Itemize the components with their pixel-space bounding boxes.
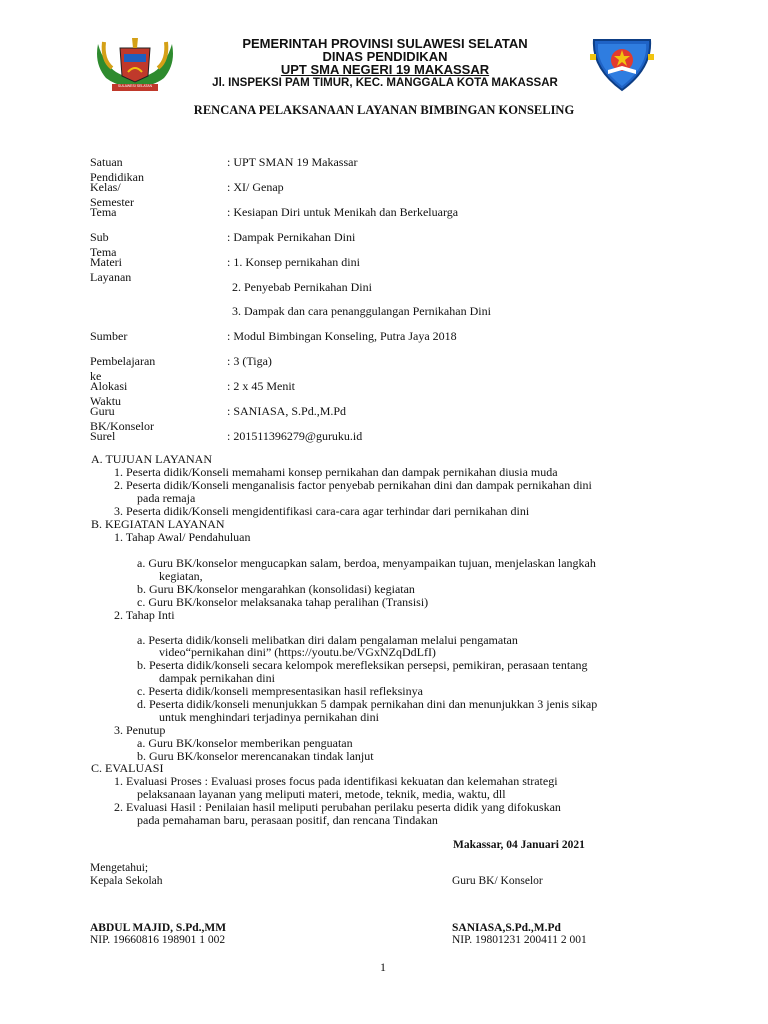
province-emblem-caption: SULAWESI SELATAN	[117, 84, 153, 88]
identity-label: Alokasi Waktu	[90, 379, 128, 408]
section-b-step-2-b: b. Peserta didik/konseli secara kelompok merefleksikan persepsi, pemikiran, perasaan tentang	[137, 658, 588, 672]
section-b-step-2: 2. Tahap Inti	[114, 608, 175, 622]
section-b-step-2-c: c. Peserta didik/konseli mempresentasikan hasil refleksinya	[137, 684, 423, 698]
section-c-heading: C. EVALUASI	[91, 761, 164, 775]
section-a-heading: A. TUJUAN LAYANAN	[91, 452, 213, 466]
header-address: Jl. INSPEKSI PAM TIMUR, KEC. MANGGALA KOTA MAKASSAR	[212, 77, 558, 89]
identity-label: Satuan Pendidikan	[90, 155, 144, 184]
section-c-item-2: 2. Evaluasi Hasil : Penilaian hasil meliputi perubahan perilaku peserta didik yang difokuskan	[114, 800, 561, 814]
section-c-item-1: 1. Evaluasi Proses : Evaluasi proses focus pada identifikasi kekuatan dan kelemahan strategi	[114, 774, 558, 788]
section-b-step-1: 1. Tahap Awal/ Pendahuluan	[114, 530, 251, 544]
section-b-step-2-b-cont: dampak pernikahan dini	[159, 671, 275, 685]
section-b-step-3: 3. Penutup	[114, 723, 166, 737]
header-line-1: PEMERINTAH PROVINSI SULAWESI SELATAN	[242, 36, 528, 51]
principal-nip: NIP. 19660816 198901 1 002	[90, 934, 226, 946]
header-line-2: DINAS PENDIDIKAN	[322, 49, 448, 64]
section-b-step-1-c: c. Guru BK/konselor melaksanaka tahap peralihan (Transisi)	[137, 595, 429, 609]
counselor-nip: NIP. 19801231 200411 2 001	[452, 934, 587, 946]
identity-value: : Dampak Pernikahan Dini	[227, 230, 356, 244]
identity-value: 2. Penyebab Pernikahan Dini	[232, 280, 372, 294]
known-label: Mengetahui;	[90, 862, 149, 874]
section-a-item-2: 2. Peserta didik/Konseli menganalisis factor penyebab pernikahan dini dan dampak pernikahan dini	[114, 478, 592, 492]
section-b-step-2-a: a. Peserta didik/konseli melibatkan diri dalam pengalaman melalui pengamatan	[137, 633, 518, 647]
section-b-step-1-a-cont: kegiatan,	[159, 569, 203, 583]
identity-label: Sumber	[90, 329, 128, 343]
identity-value: : Modul Bimbingan Konseling, Putra Jaya 2018	[227, 329, 457, 343]
counselor-role: Guru BK/ Konselor	[452, 875, 543, 887]
section-a-item-2-cont: pada remaja	[137, 491, 196, 505]
section-b-step-1-a: a. Guru BK/konselor mengucapkan salam, berdoa, menyampaikan tujuan, menjelaskan langkah	[137, 556, 596, 570]
place-date: Makassar, 04 Januari 2021	[453, 839, 585, 851]
section-b-heading: B. KEGIATAN LAYANAN	[91, 517, 225, 531]
header-line-3: UPT SMA NEGERI 19 MAKASSAR	[280, 62, 490, 77]
identity-label: Kelas/ Semester	[90, 180, 134, 209]
document-title: RENCANA PELAKSANAAN LAYANAN BIMBINGAN KONSELING	[193, 103, 575, 117]
principal-role: Kepala Sekolah	[90, 875, 163, 887]
section-b-step-2-d-cont: untuk menghindari terjadinya pernikahan dini	[159, 710, 379, 724]
section-a-item-1: 1. Peserta didik/Konseli memahami konsep pernikahan dan dampak pernikahan diusia muda	[114, 465, 558, 479]
identity-value: : Kesiapan Diri untuk Menikah dan Berkeluarga	[227, 205, 459, 219]
identity-value: : UPT SMAN 19 Makassar	[227, 155, 358, 169]
identity-value: : 2 x 45 Menit	[227, 379, 295, 393]
identity-label: Guru BK/Konselor	[90, 404, 154, 433]
identity-value: : XI/ Genap	[227, 180, 284, 194]
identity-value: : 3 (Tiga)	[227, 354, 272, 368]
section-c-item-2-cont: pada pemahaman baru, perasaan positif, dan rencana Tindakan	[137, 813, 438, 827]
section-c-item-1-cont: pelaksanaan layanan yang meliputi materi, metode, teknik, media, waktu, dll	[137, 787, 506, 801]
principal-name: ABDUL MAJID, S.Pd.,MM	[90, 922, 227, 934]
identity-value: : 1. Konsep pernikahan dini	[227, 255, 360, 269]
identity-label: Sub Tema	[90, 230, 117, 259]
section-b-step-2-d: d. Peserta didik/konseli menunjukkan 5 dampak pernikahan dini dan menunjukkan 3 jenis sikap	[137, 697, 598, 711]
identity-label: Surel	[90, 429, 116, 443]
identity-value: : 201511396279@guruku.id	[227, 429, 363, 443]
section-b-step-3-a: a. Guru BK/konselor memberikan penguatan	[137, 736, 353, 750]
section-b-step-3-b: b. Guru BK/konselor merencanakan tindak lanjut	[137, 749, 374, 763]
identity-value: : SANIASA, S.Pd.,M.Pd	[227, 404, 347, 418]
identity-label: Materi Layanan	[90, 255, 132, 284]
page-number: 1	[380, 960, 386, 974]
identity-label: Tema	[90, 205, 117, 219]
section-b-step-2-a-cont: video“pernikahan dini” (https://youtu.be/VGxNZqDdLfI)	[159, 645, 436, 659]
counselor-name: SANIASA,S.Pd.,M.Pd	[452, 922, 561, 934]
section-b-step-1-b: b. Guru BK/konselor mengarahkan (konsolidasi) kegiatan	[137, 582, 415, 596]
identity-value: 3. Dampak dan cara penanggulangan Pernikahan Dini	[232, 304, 491, 318]
identity-label: Pembelajaran ke	[90, 354, 156, 383]
section-a-item-3: 3. Peserta didik/Konseli mengidentifikasi cara-cara agar terhindar dari pernikahan dini	[114, 504, 530, 518]
